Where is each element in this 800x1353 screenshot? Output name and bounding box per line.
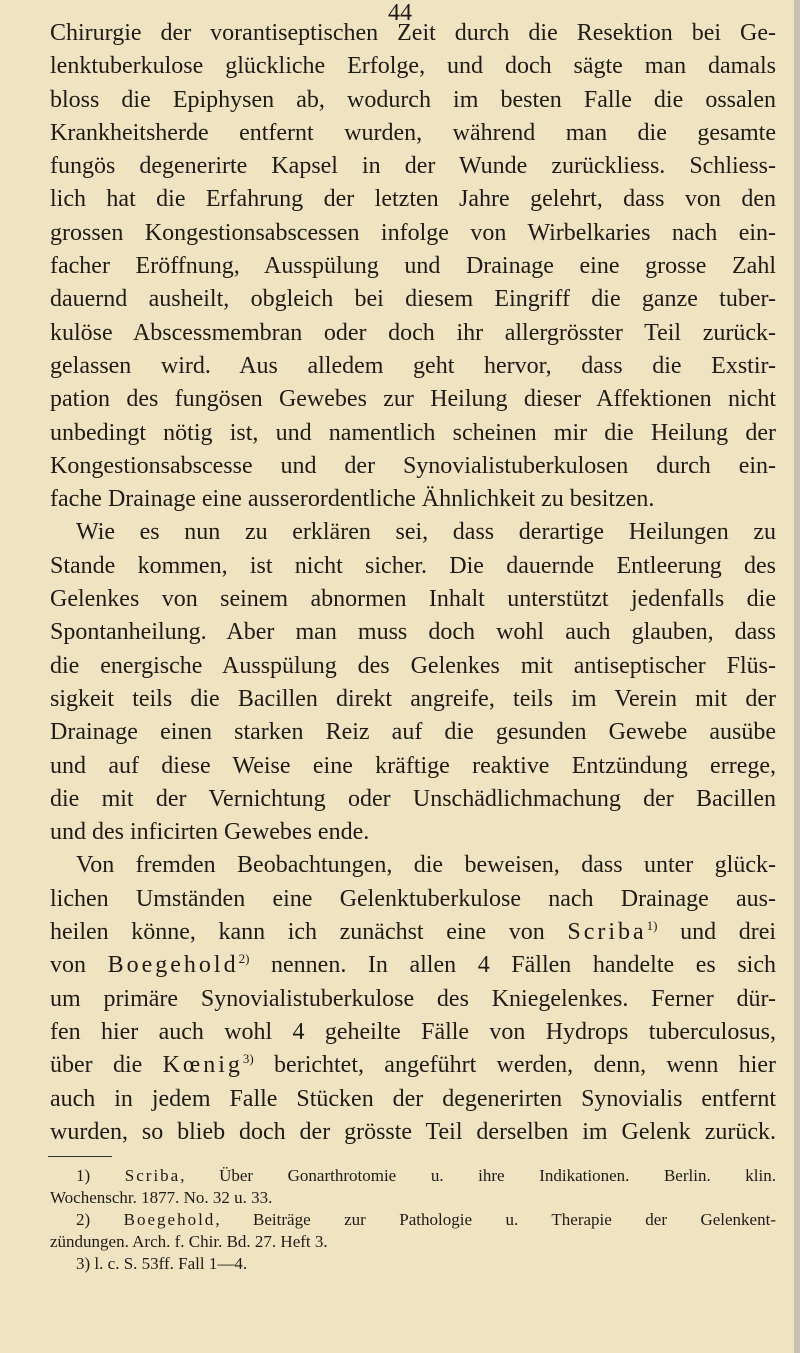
page-edge — [794, 0, 800, 1353]
footnote-divider — [48, 1156, 112, 1157]
author-name: Scriba — [567, 919, 647, 946]
footnote-number: 3) — [76, 1254, 91, 1273]
text-line: fungös degenerirte Kapsel in der Wunde zurückliess. Schliess- — [50, 153, 776, 180]
text: berichtet, angeführt werden, denn, wenn hier — [253, 1052, 776, 1079]
author-name: Boegehold — [123, 1210, 216, 1229]
text-line: Drainage einen starken Reiz auf die gesunden Gewebe ausübe — [50, 719, 776, 746]
text-line: Kongestionsabscesse und der Synovialistuberkulosen durch ein- — [50, 452, 776, 479]
text: , Beiträge zur Pathologie u. Therapie der Gelenkent- — [215, 1210, 776, 1229]
text: , Über Gonarthrotomie u. ihre Indikationen. Berlin. klin. — [180, 1166, 777, 1185]
text-line: Krankheitsherde entfernt wurden, während man die gesamte — [50, 119, 776, 146]
text-line — [50, 1049, 776, 1082]
text: über die — [50, 1052, 163, 1079]
text-line: lenktuberkulose glückliche Erfolge, und doch sägte man damals — [50, 53, 776, 80]
text: nennen. In allen 4 Fällen handelte es sich — [249, 952, 777, 979]
author-name: Kœnig — [162, 1052, 243, 1079]
text-line — [50, 949, 776, 982]
footnote-2 — [50, 1209, 776, 1231]
text-line: um primäre Synovialistuberkulose des Kniegelenkes. Ferner dür- — [50, 985, 776, 1012]
footnote-ref: 1) — [646, 918, 658, 934]
text-line: wurden, so blieb doch der grösste Teil derselben im Gelenk zurück. — [50, 1118, 776, 1145]
text-line: auch in jedem Falle Stücken der degenerirten Synovialis entfernt — [50, 1085, 776, 1112]
text-line: sigkeit teils die Bacillen direkt angreife, teils im Verein mit der — [50, 685, 776, 712]
author-name: Scriba — [124, 1166, 181, 1185]
text-line: und des inficirten Gewebes ende. — [50, 819, 370, 846]
footnote-ref: 2) — [238, 951, 250, 967]
text-line: Wie es nun zu erklären sei, dass derartige Heilungen zu — [76, 519, 776, 546]
text-line: Von fremden Beobachtungen, die beweisen, dass unter glück- — [76, 852, 776, 879]
footnote-number: 1) — [76, 1166, 91, 1185]
text-line: facher Eröffnung, Ausspülung und Drainage eine grosse Zahl — [50, 253, 776, 280]
text-line: bloss die Epiphysen ab, wodurch im besten Falle die ossalen — [50, 86, 776, 113]
text-line: kulöse Abscessmembran oder doch ihr allergrösster Teil zurück- — [50, 319, 776, 346]
text-line: unbedingt nötig ist, und namentlich scheinen mir die Heilung der — [50, 419, 776, 446]
footnotes — [50, 1165, 776, 1275]
footnote-ref: 3) — [242, 1051, 254, 1067]
text-line: gelassen wird. Aus alledem geht hervor, dass die Exstir- — [50, 352, 776, 379]
text: von — [50, 952, 108, 979]
text: und drei — [657, 919, 777, 946]
text-line: die mit der Vernichtung oder Unschädlichmachung der Bacillen — [50, 785, 776, 812]
text-line: dauernd ausheilt, obgleich bei diesem Eingriff die ganze tuber- — [50, 286, 776, 313]
text-line: grossen Kongestionsabscessen infolge von Wirbelkaries nach ein- — [50, 219, 776, 246]
text-line: lichen Umständen eine Gelenktuberkulose nach Drainage aus- — [50, 885, 776, 912]
text-line: und auf diese Weise eine kräftige reaktive Entzündung errege, — [50, 752, 776, 779]
text: l. c. S. 53ff. Fall 1—4. — [90, 1254, 248, 1273]
text-line: pation des fungösen Gewebes zur Heilung dieser Affektionen nicht — [50, 386, 776, 413]
footnote-1 — [50, 1165, 776, 1187]
text-line: Gelenkes von seinem abnormen Inhalt unterstützt jedenfalls die — [50, 586, 776, 613]
footnote-1-cont: Wochenschr. 1877. No. 32 u. 33. — [50, 1188, 273, 1207]
text-line — [50, 916, 776, 949]
author-name: Boegehold — [107, 952, 239, 979]
page-number: 44 — [388, 0, 412, 26]
footnote-2-cont: zündungen. Arch. f. Chir. Bd. 27. Heft 3. — [50, 1232, 328, 1251]
text-line: Chirurgie der vorantiseptischen Zeit durch die Resektion bei Ge- — [50, 20, 776, 46]
footnote-3 — [50, 1253, 776, 1275]
text-line: die energische Ausspülung des Gelenkes mit antiseptischer Flüs- — [50, 652, 776, 679]
text: heilen könne, kann ich zunächst eine von — [50, 919, 568, 946]
text-line: Spontanheilung. Aber man muss doch wohl auch glauben, dass — [50, 619, 776, 646]
text-line: fache Drainage eine ausserordentliche Ähnlichkeit zu besitzen. — [50, 486, 655, 513]
body-text — [50, 17, 776, 1149]
text-line: fen hier auch wohl 4 geheilte Fälle von Hydrops tuberculosus, — [50, 1018, 776, 1045]
text-line: Stande kommen, ist nicht sicher. Die dauernde Entleerung des — [50, 552, 776, 579]
footnote-number: 2) — [76, 1210, 91, 1229]
text-line: lich hat die Erfahrung der letzten Jahre gelehrt, dass von den — [50, 186, 776, 213]
